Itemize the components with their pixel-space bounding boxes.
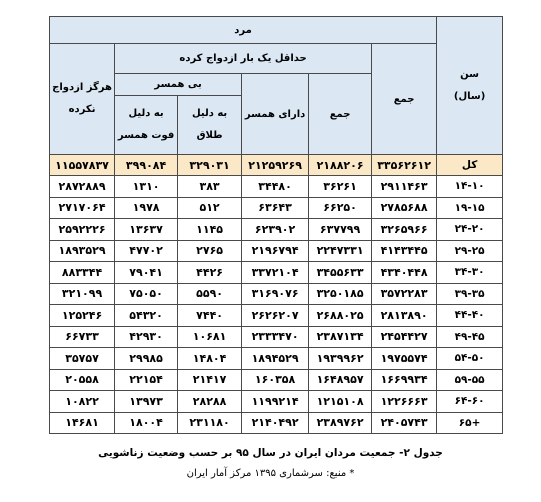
total-row-cell: ۱۱۵۵۷۸۳۷ <box>50 155 115 176</box>
never-married-line2: نکرده <box>68 104 96 115</box>
table-cell: ۱۰۸۲۲ <box>50 391 115 413</box>
table-cell: ۲۶۲۶۲۰۷ <box>242 305 309 327</box>
table-cell: ۳۵۷۵۷ <box>50 348 115 370</box>
table-cell: ۲۷۶۵ <box>178 240 242 262</box>
table-cell: ۲۳۸۹۷۶۲ <box>309 412 372 434</box>
table-cell: ۳۳۷۲۱۰۴ <box>242 262 309 284</box>
table-cell: ۳۲۶۵۹۶۶ <box>372 219 437 241</box>
with-spouse-header: دارای همسر <box>242 74 309 155</box>
table-cell: ۳۴۴۸۰ <box>242 176 309 198</box>
table-cell: ۱۶۶۹۹۳۴ <box>372 369 437 391</box>
age-cell: ۳۴-۳۰ <box>437 262 503 284</box>
table-cell: ۲۳۸۷۱۳۴ <box>309 326 372 348</box>
age-cell: ۵۹-۵۵ <box>437 369 503 391</box>
widowed-line2: فوت همسر <box>117 130 175 141</box>
table-cell: ۲۸۱۳۸۹۰ <box>372 305 437 327</box>
divorce-line2: طلاق <box>196 130 223 141</box>
divorce-header <box>178 96 242 155</box>
table-row <box>50 176 503 198</box>
table-row <box>50 369 503 391</box>
table-row <box>50 262 503 284</box>
table-cell: ۲۲۱۵۴ <box>115 369 178 391</box>
table-cell: ۲۷۱۷۰۶۴ <box>50 197 115 219</box>
table-cell: ۲۲۴۷۳۳۱ <box>309 240 372 262</box>
table-cell: ۱۱۹۹۲۱۴ <box>242 391 309 413</box>
table-cell: ۴۷۷۰۲ <box>115 240 178 262</box>
table-cell: ۴۳۴۰۴۴۸ <box>372 262 437 284</box>
table-row <box>50 283 503 305</box>
table-row <box>50 391 503 413</box>
table-cell: ۲۰۵۵۸ <box>50 369 115 391</box>
table-cell: ۱۱۴۵ <box>178 219 242 241</box>
table-cell: ۴۲۹۳۰ <box>115 326 178 348</box>
table-cell: ۶۳۶۴۳ <box>242 197 309 219</box>
table-cell: ۳۴۵۵۶۳۳ <box>309 262 372 284</box>
table-cell: ۲۹۹۸۵ <box>115 348 178 370</box>
widowed-line1: به دلیل <box>128 108 164 119</box>
age-header <box>437 17 503 155</box>
table-cell: ۱۹۳۹۹۶۲ <box>309 348 372 370</box>
ever-married-total-header: جمع <box>309 74 372 155</box>
table-cell: ۶۶۷۳۳ <box>50 326 115 348</box>
total-row-cell: ۳۳۵۶۲۶۱۲ <box>372 155 437 176</box>
table-cell: ۸۸۳۳۴۴ <box>50 262 115 284</box>
age-cell: ۲۴-۲۰ <box>437 219 503 241</box>
table-cell: ۱۳۱۰ <box>115 176 178 198</box>
table-cell: ۱۴۶۸۱ <box>50 412 115 434</box>
total-row-cell: ۳۹۹۰۸۴ <box>115 155 178 176</box>
table-cell: ۴۴۲۶ <box>178 262 242 284</box>
table-cell: ۶۳۷۷۹۹ <box>309 219 372 241</box>
table-cell: ۲۷۸۵۶۸۸ <box>372 197 437 219</box>
table-cell: ۱۶۴۸۹۵۷ <box>309 369 372 391</box>
table-cell: ۲۳۳۳۴۷۰ <box>242 326 309 348</box>
age-cell: ۱۹-۱۵ <box>437 197 503 219</box>
age-header-title: سن <box>460 68 479 80</box>
never-married-header <box>50 44 115 155</box>
age-cell: ۵۴-۵۰ <box>437 348 503 370</box>
table-cell: ۱۸۹۴۵۲۹ <box>242 348 309 370</box>
total-row-cell: ۳۲۹۰۳۱ <box>178 155 242 176</box>
table-row <box>50 219 503 241</box>
total-row-cell: ۲۱۲۵۹۲۶۹ <box>242 155 309 176</box>
table-row <box>50 305 503 327</box>
table-cell: ۲۱۹۶۷۹۴ <box>242 240 309 262</box>
table-caption: جدول ۲- جمعیت مردان ایران در سال ۹۵ بر حسب وضعیت زناشویی <box>98 447 443 459</box>
table-cell: ۲۳۱۱۸۰ <box>178 412 242 434</box>
without-spouse-header: بی همسر <box>115 74 242 96</box>
age-cell: ۱۴-۱۰ <box>437 176 503 198</box>
table-cell: ۲۹۱۱۴۶۳ <box>372 176 437 198</box>
table-cell: ۱۸۰۰۴ <box>115 412 178 434</box>
table-cell: ۷۴۴۰ <box>178 305 242 327</box>
table-row <box>50 412 503 434</box>
table-cell: ۱۲۲۶۶۶۳ <box>372 391 437 413</box>
table-cell: ۱۲۱۵۱۰۸ <box>309 391 372 413</box>
ever-married-header: حداقل یک بار ازدواج کرده <box>115 44 372 74</box>
table-cell: ۱۳۹۷۳ <box>115 391 178 413</box>
table-cell: ۱۸۹۳۵۲۹ <box>50 240 115 262</box>
table-cell: ۱۲۵۲۴۶ <box>50 305 115 327</box>
table-cell: ۶۶۲۵۰ <box>309 197 372 219</box>
total-row-age: کل <box>437 155 503 176</box>
never-married-line1: هرگز ازدواج <box>52 82 112 93</box>
table-cell: ۵۵۹۰ <box>178 283 242 305</box>
table-row <box>50 348 503 370</box>
table-cell: ۳۲۵۰۱۸۵ <box>309 283 372 305</box>
widowed-header <box>115 96 178 155</box>
table-row <box>50 326 503 348</box>
age-cell: ۴۹-۴۵ <box>437 326 503 348</box>
table-cell: ۱۶۰۳۵۸ <box>242 369 309 391</box>
table-cell: ۶۲۳۹۰۲ <box>242 219 309 241</box>
table-cell: ۲۵۹۲۲۲۶ <box>50 219 115 241</box>
table-cell: ۲۶۸۸۰۲۵ <box>309 305 372 327</box>
table-cell: ۱۳۶۳۷ <box>115 219 178 241</box>
table-cell: ۳۱۶۹۰۷۶ <box>242 283 309 305</box>
table-cell: ۲۸۲۸۸ <box>178 391 242 413</box>
table-cell: ۲۱۴۱۷ <box>178 369 242 391</box>
table-cell: ۷۵۰۵۰ <box>115 283 178 305</box>
table-cell: ۲۱۴۰۴۹۲ <box>242 412 309 434</box>
men-header: مرد <box>50 17 437 44</box>
table-cell: ۳۲۱۰۹۹ <box>50 283 115 305</box>
population-table <box>49 16 503 434</box>
table-cell: ۵۱۲ <box>178 197 242 219</box>
age-header-unit: (سال) <box>453 90 486 102</box>
age-cell: ۶۴-۶۰ <box>437 391 503 413</box>
table-row <box>50 240 503 262</box>
table-cell: ۲۸۷۲۸۸۹ <box>50 176 115 198</box>
divorce-line1: به دلیل <box>191 108 228 119</box>
source-note: * منبع: سرشماری ۱۳۹۵ مرکز آمار ایران <box>186 468 355 479</box>
age-cell: ۲۹-۲۵ <box>437 240 503 262</box>
population-table-container <box>49 16 502 434</box>
table-cell: ۳۵۷۲۲۸۳ <box>372 283 437 305</box>
age-cell: +۶۵ <box>437 412 503 434</box>
table-cell: ۴۱۴۳۴۴۵ <box>372 240 437 262</box>
table-cell: ۱۴۸۰۴ <box>178 348 242 370</box>
table-cell: ۵۴۳۲۰ <box>115 305 178 327</box>
table-body <box>50 176 503 434</box>
table-cell: ۳۶۲۶۱ <box>309 176 372 198</box>
total-header: جمع <box>372 44 437 155</box>
total-row-cell: ۲۱۸۸۲۰۶ <box>309 155 372 176</box>
age-cell: ۴۴-۴۰ <box>437 305 503 327</box>
table-cell: ۲۴۰۵۷۴۳ <box>372 412 437 434</box>
table-cell: ۱۹۷۵۵۷۴ <box>372 348 437 370</box>
table-cell: ۱۹۷۸ <box>115 197 178 219</box>
table-row <box>50 197 503 219</box>
total-row <box>50 155 503 176</box>
table-cell: ۳۸۳ <box>178 176 242 198</box>
table-cell: ۷۹۰۴۱ <box>115 262 178 284</box>
table-cell: ۲۴۵۴۴۲۷ <box>372 326 437 348</box>
table-cell: ۱۰۶۸۱ <box>178 326 242 348</box>
age-cell: ۳۹-۳۵ <box>437 283 503 305</box>
